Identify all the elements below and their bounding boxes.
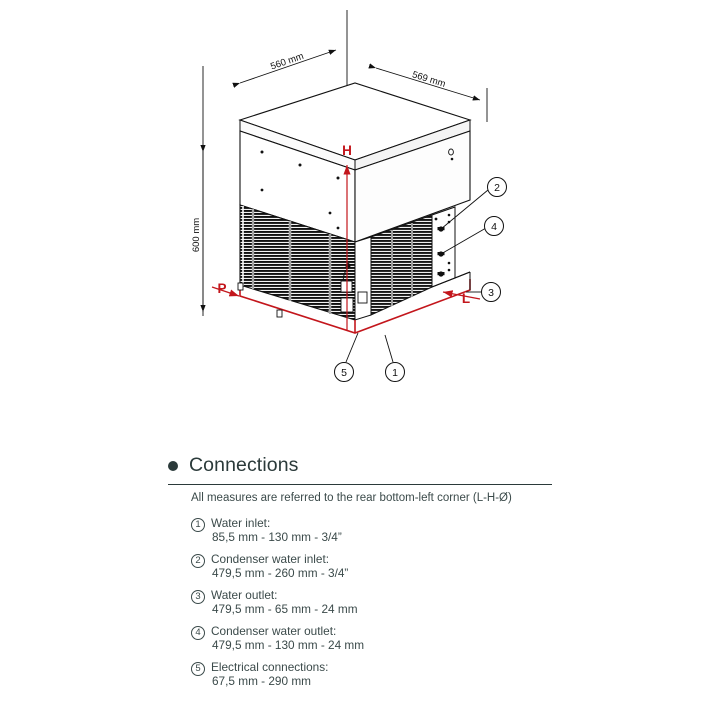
list-item: [191, 588, 591, 616]
heading-divider: [168, 484, 552, 485]
axis-L-label: L: [461, 291, 471, 306]
callout-1[interactable]: [386, 363, 405, 382]
callout-3-label: 3: [488, 287, 494, 299]
front-corner-post: [355, 237, 371, 320]
axis-P-label: P: [217, 281, 227, 296]
connection-body-5: [211, 660, 328, 688]
callout-1-label: 1: [392, 367, 398, 379]
list-item: [191, 516, 591, 544]
connection-value-2: 479,5 mm - 260 mm - 3/4”: [212, 566, 349, 581]
connection-body-2: [211, 552, 348, 580]
connections-heading: [168, 454, 299, 477]
connections-heading-text: Connections: [189, 454, 299, 476]
list-item: [191, 552, 591, 580]
measures-note: All measures are referred to the rear bottom-left corner (L-H-Ø): [191, 492, 512, 504]
connection-value-4: 479,5 mm - 130 mm - 24 mm: [212, 637, 365, 652]
callout-3[interactable]: [482, 283, 501, 302]
axis-P: [212, 281, 239, 296]
service-panel: [432, 207, 455, 287]
callout-5-label: 5: [341, 367, 347, 379]
connections-section: [0, 430, 720, 720]
connection-number-4: 4: [191, 626, 205, 640]
connection-title-3: Water outlet:: [211, 587, 278, 602]
callout-5[interactable]: [335, 363, 354, 382]
connection-title-4: Condenser water outlet:: [211, 623, 337, 638]
callout-2-label: 2: [494, 182, 500, 194]
connection-number-5: 5: [191, 662, 205, 676]
connection-body-4: [211, 624, 364, 652]
list-item: [191, 624, 591, 652]
connection-value-1: 85,5 mm - 130 mm - 3/4”: [212, 530, 342, 545]
callout-4[interactable]: [485, 217, 504, 236]
connection-value-5: 67,5 mm - 290 mm: [212, 673, 311, 688]
list-item: [191, 660, 591, 688]
dimension-569-label: 569 mm: [410, 69, 447, 90]
base-edge-panel: [455, 272, 470, 278]
dimension-600: [191, 152, 203, 312]
dimension-560: [240, 50, 336, 83]
bullet-icon: [168, 461, 178, 471]
connection-number-1: 1: [191, 518, 205, 532]
connection-title-2: Condenser water inlet:: [211, 551, 330, 566]
dimension-600-label: 600 mm: [191, 217, 202, 253]
connections-list: [191, 516, 591, 696]
connection-body-1: [211, 516, 342, 544]
connection-value-3: 479,5 mm - 65 mm - 24 mm: [212, 602, 358, 617]
dimension-560-label: 560 mm: [269, 50, 306, 73]
connection-number-3: 3: [191, 590, 205, 604]
connection-number-2: 2: [191, 554, 205, 568]
connection-title-5: Electrical connections:: [211, 659, 329, 674]
connection-body-3: [211, 588, 358, 616]
connection-title-1: Water inlet:: [211, 516, 271, 530]
callout-4-label: 4: [491, 221, 497, 233]
callout-2[interactable]: [488, 178, 507, 197]
axis-H-label: H: [342, 143, 352, 158]
